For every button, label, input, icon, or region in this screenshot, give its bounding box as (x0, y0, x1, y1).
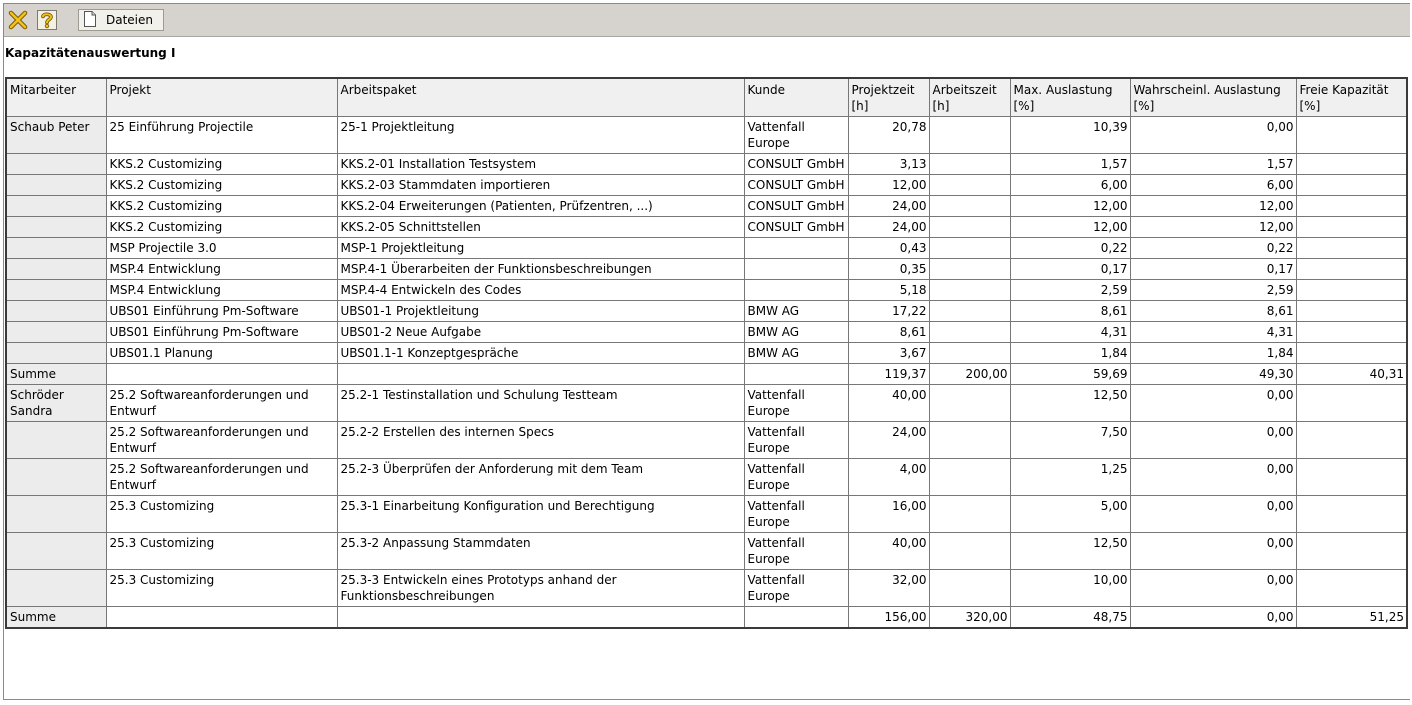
cell-arbeitszeit (929, 175, 1010, 196)
cell-arbeitspaket: 25.3-1 Einarbeitung Konfiguration und Berechtigung (337, 496, 744, 533)
cell-wahr: 0,22 (1130, 238, 1296, 259)
cell-wahr: 12,00 (1130, 196, 1296, 217)
cell-wahr: 4,31 (1130, 322, 1296, 343)
cell-kunde: BMW AG (744, 301, 848, 322)
cell-max: 12,50 (1010, 533, 1130, 570)
cell-wahr: 0,00 (1130, 607, 1296, 629)
cell-arbeitspaket (337, 607, 744, 629)
cell-mitarbeiter (6, 301, 106, 322)
cell-max: 2,59 (1010, 280, 1130, 301)
cell-arbeitszeit (929, 280, 1010, 301)
cell-max: 1,57 (1010, 154, 1130, 175)
cell-projekt: 25.2 Softwareanforderungen und Entwurf (106, 459, 337, 496)
cell-projektzeit: 0,35 (848, 259, 929, 280)
cell-projektzeit: 40,00 (848, 385, 929, 422)
column-header-unit: [h] (851, 99, 869, 113)
table-row (6, 322, 1407, 343)
cell-max: 1,84 (1010, 343, 1130, 364)
column-header-label: Projektzeit (851, 83, 915, 97)
cell-projekt: KKS.2 Customizing (106, 175, 337, 196)
cell-arbeitszeit (929, 343, 1010, 364)
table-row (6, 280, 1407, 301)
column-header (1296, 78, 1407, 117)
cell-frei (1296, 459, 1407, 496)
cell-wahr: 2,59 (1130, 280, 1296, 301)
column-header-label: Wahrscheinl. Auslastung (1133, 83, 1281, 97)
column-header (106, 78, 337, 117)
cell-max: 10,39 (1010, 117, 1130, 154)
cell-kunde: Vattenfall Europe (744, 117, 848, 154)
cell-arbeitspaket: KKS.2-03 Stammdaten importieren (337, 175, 744, 196)
column-header-unit: [%] (1133, 99, 1155, 113)
cell-projektzeit: 3,67 (848, 343, 929, 364)
cell-kunde (744, 259, 848, 280)
cell-wahr: 8,61 (1130, 301, 1296, 322)
cell-wahr: 0,00 (1130, 570, 1296, 607)
cell-frei (1296, 175, 1407, 196)
cell-arbeitspaket: UBS01-2 Neue Aufgabe (337, 322, 744, 343)
cell-frei (1296, 422, 1407, 459)
column-header-unit: [h] (932, 99, 950, 113)
files-button[interactable] (78, 9, 164, 31)
cell-projekt: KKS.2 Customizing (106, 217, 337, 238)
cell-projekt (106, 607, 337, 629)
cell-wahr: 0,00 (1130, 385, 1296, 422)
cell-mitarbeiter (6, 217, 106, 238)
cell-kunde: Vattenfall Europe (744, 533, 848, 570)
cell-mitarbeiter (6, 154, 106, 175)
cell-frei (1296, 322, 1407, 343)
cell-frei: 51,25 (1296, 607, 1407, 629)
cell-projektzeit: 8,61 (848, 322, 929, 343)
cell-mitarbeiter (6, 280, 106, 301)
column-header (6, 78, 106, 117)
cell-arbeitspaket: 25.2-1 Testinstallation und Schulung Testteam (337, 385, 744, 422)
cell-kunde: CONSULT GmbH (744, 154, 848, 175)
cell-mitarbeiter (6, 459, 106, 496)
cell-kunde: Vattenfall Europe (744, 459, 848, 496)
table-row (6, 154, 1407, 175)
cell-arbeitszeit (929, 117, 1010, 154)
cell-max: 6,00 (1010, 175, 1130, 196)
cell-kunde: BMW AG (744, 343, 848, 364)
summary-row (6, 364, 1407, 385)
cell-arbeitszeit (929, 459, 1010, 496)
cell-arbeitspaket: 25.3-3 Entwickeln eines Prototyps anhand der Funktionsbeschreibungen (337, 570, 744, 607)
cell-mitarbeiter (6, 322, 106, 343)
cell-arbeitszeit (929, 196, 1010, 217)
cell-wahr: 12,00 (1130, 217, 1296, 238)
cell-mitarbeiter (6, 238, 106, 259)
cell-arbeitspaket (337, 364, 744, 385)
table-row (6, 385, 1407, 422)
table-row (6, 238, 1407, 259)
cell-arbeitszeit (929, 570, 1010, 607)
cell-max: 12,00 (1010, 217, 1130, 238)
column-header-label: Projekt (109, 83, 151, 97)
table-row (6, 196, 1407, 217)
cell-kunde: Vattenfall Europe (744, 496, 848, 533)
cell-frei (1296, 238, 1407, 259)
column-header-unit: [%] (1299, 99, 1321, 113)
cell-max: 1,25 (1010, 459, 1130, 496)
table-row (6, 496, 1407, 533)
cell-projektzeit: 24,00 (848, 217, 929, 238)
cell-projekt (106, 364, 337, 385)
cell-projekt: KKS.2 Customizing (106, 196, 337, 217)
cell-frei (1296, 385, 1407, 422)
cell-projektzeit: 119,37 (848, 364, 929, 385)
cell-mitarbeiter: Schröder Sandra (6, 385, 106, 422)
cell-frei (1296, 570, 1407, 607)
cell-arbeitspaket: KKS.2-04 Erweiterungen (Patienten, Prüfzentren, ...) (337, 196, 744, 217)
table-row (6, 259, 1407, 280)
cell-frei (1296, 301, 1407, 322)
cell-projektzeit: 3,13 (848, 154, 929, 175)
cell-max: 59,69 (1010, 364, 1130, 385)
cell-mitarbeiter (6, 422, 106, 459)
cell-arbeitspaket: 25.2-3 Überprüfen der Anforderung mit dem Team (337, 459, 744, 496)
cell-wahr: 0,00 (1130, 533, 1296, 570)
help-question-icon[interactable] (37, 10, 57, 30)
cell-arbeitspaket: UBS01-1 Projektleitung (337, 301, 744, 322)
cell-projektzeit: 20,78 (848, 117, 929, 154)
cell-frei (1296, 217, 1407, 238)
cell-max: 12,50 (1010, 385, 1130, 422)
cell-arbeitszeit (929, 422, 1010, 459)
cell-kunde: BMW AG (744, 322, 848, 343)
cell-wahr: 0,00 (1130, 496, 1296, 533)
cell-mitarbeiter (6, 533, 106, 570)
cell-projektzeit: 156,00 (848, 607, 929, 629)
cell-arbeitspaket: KKS.2-05 Schnittstellen (337, 217, 744, 238)
cell-projekt: 25.2 Softwareanforderungen und Entwurf (106, 385, 337, 422)
table-row (6, 175, 1407, 196)
cell-mitarbeiter (6, 196, 106, 217)
table-row (6, 301, 1407, 322)
column-header-label: Max. Auslastung (1013, 83, 1113, 97)
cell-kunde (744, 280, 848, 301)
cell-projektzeit: 12,00 (848, 175, 929, 196)
column-header (744, 78, 848, 117)
cell-mitarbeiter: Schaub Peter (6, 117, 106, 154)
cell-frei (1296, 496, 1407, 533)
cell-max: 5,00 (1010, 496, 1130, 533)
cell-max: 0,17 (1010, 259, 1130, 280)
cell-projektzeit: 4,00 (848, 459, 929, 496)
cell-arbeitszeit (929, 259, 1010, 280)
cell-wahr: 49,30 (1130, 364, 1296, 385)
cell-mitarbeiter (6, 175, 106, 196)
cell-max: 4,31 (1010, 322, 1130, 343)
cell-mitarbeiter (6, 496, 106, 533)
cell-kunde (744, 607, 848, 629)
cell-arbeitszeit (929, 533, 1010, 570)
cell-mitarbeiter (6, 259, 106, 280)
document-icon (83, 11, 97, 30)
cell-kunde (744, 238, 848, 259)
column-header-label: Freie Kapazität (1299, 83, 1389, 97)
column-header (337, 78, 744, 117)
cell-frei (1296, 280, 1407, 301)
files-button-label: Dateien (106, 13, 154, 27)
cell-arbeitspaket: MSP.4-4 Entwickeln des Codes (337, 280, 744, 301)
cell-arbeitszeit (929, 385, 1010, 422)
cell-max: 0,22 (1010, 238, 1130, 259)
cell-arbeitszeit (929, 217, 1010, 238)
table-row (6, 533, 1407, 570)
cell-wahr: 6,00 (1130, 175, 1296, 196)
cell-kunde: Vattenfall Europe (744, 422, 848, 459)
cell-projektzeit: 16,00 (848, 496, 929, 533)
cell-arbeitspaket: KKS.2-01 Installation Testsystem (337, 154, 744, 175)
cell-projekt: 25.3 Customizing (106, 496, 337, 533)
cell-frei (1296, 154, 1407, 175)
cell-mitarbeiter: Summe (6, 607, 106, 629)
cell-arbeitspaket: 25.2-2 Erstellen des internen Specs (337, 422, 744, 459)
cell-projekt: UBS01.1 Planung (106, 343, 337, 364)
cell-kunde: CONSULT GmbH (744, 175, 848, 196)
table-header-row (6, 78, 1407, 117)
cell-max: 10,00 (1010, 570, 1130, 607)
cell-mitarbeiter (6, 570, 106, 607)
cell-arbeitszeit (929, 154, 1010, 175)
cell-arbeitszeit (929, 301, 1010, 322)
cell-wahr: 1,57 (1130, 154, 1296, 175)
cell-kunde: Vattenfall Europe (744, 385, 848, 422)
table-row (6, 117, 1407, 154)
column-header-label: Mitarbeiter (10, 83, 77, 97)
cell-frei (1296, 196, 1407, 217)
cell-arbeitszeit (929, 238, 1010, 259)
cell-max: 12,00 (1010, 196, 1130, 217)
table-row (6, 217, 1407, 238)
table-body (6, 117, 1407, 629)
cell-projektzeit: 40,00 (848, 533, 929, 570)
cell-arbeitszeit: 200,00 (929, 364, 1010, 385)
close-x-icon[interactable] (8, 10, 28, 30)
table-row (6, 459, 1407, 496)
cell-projektzeit: 24,00 (848, 422, 929, 459)
cell-projekt: KKS.2 Customizing (106, 154, 337, 175)
summary-row (6, 607, 1407, 629)
cell-projektzeit: 5,18 (848, 280, 929, 301)
cell-projekt: 25.2 Softwareanforderungen und Entwurf (106, 422, 337, 459)
cell-projekt: 25 Einführung Projectile (106, 117, 337, 154)
cell-kunde: CONSULT GmbH (744, 196, 848, 217)
cell-arbeitspaket: 25-1 Projektleitung (337, 117, 744, 154)
column-header (1010, 78, 1130, 117)
cell-projekt: UBS01 Einführung Pm-Software (106, 322, 337, 343)
cell-arbeitszeit: 320,00 (929, 607, 1010, 629)
table-row (6, 343, 1407, 364)
cell-arbeitspaket: MSP-1 Projektleitung (337, 238, 744, 259)
column-header (929, 78, 1010, 117)
cell-mitarbeiter: Summe (6, 364, 106, 385)
cell-max: 48,75 (1010, 607, 1130, 629)
column-header-label: Arbeitszeit (932, 83, 997, 97)
cell-projekt: 25.3 Customizing (106, 570, 337, 607)
cell-projekt: MSP.4 Entwicklung (106, 280, 337, 301)
cell-projekt: MSP.4 Entwicklung (106, 259, 337, 280)
cell-max: 7,50 (1010, 422, 1130, 459)
cell-max: 8,61 (1010, 301, 1130, 322)
cell-frei (1296, 117, 1407, 154)
column-header (848, 78, 929, 117)
cell-projekt: 25.3 Customizing (106, 533, 337, 570)
table-row (6, 422, 1407, 459)
cell-arbeitszeit (929, 496, 1010, 533)
cell-wahr: 0,17 (1130, 259, 1296, 280)
cell-frei (1296, 533, 1407, 570)
cell-kunde: Vattenfall Europe (744, 570, 848, 607)
page-title: Kapazitätenauswertung I (5, 46, 176, 60)
cell-arbeitspaket: MSP.4-1 Überarbeiten der Funktionsbeschreibungen (337, 259, 744, 280)
table-row (6, 570, 1407, 607)
cell-wahr: 0,00 (1130, 459, 1296, 496)
cell-projektzeit: 24,00 (848, 196, 929, 217)
cell-arbeitspaket: UBS01.1-1 Konzeptgespräche (337, 343, 744, 364)
cell-wahr: 0,00 (1130, 117, 1296, 154)
capacity-table (5, 77, 1408, 629)
cell-kunde (744, 364, 848, 385)
cell-wahr: 0,00 (1130, 422, 1296, 459)
cell-arbeitszeit (929, 322, 1010, 343)
column-header-unit: [%] (1013, 99, 1035, 113)
cell-projektzeit: 17,22 (848, 301, 929, 322)
toolbar (4, 4, 1410, 37)
cell-arbeitspaket: 25.3-2 Anpassung Stammdaten (337, 533, 744, 570)
cell-projektzeit: 0,43 (848, 238, 929, 259)
cell-frei (1296, 259, 1407, 280)
cell-projektzeit: 32,00 (848, 570, 929, 607)
cell-frei (1296, 343, 1407, 364)
cell-frei: 40,31 (1296, 364, 1407, 385)
cell-wahr: 1,84 (1130, 343, 1296, 364)
column-header (1130, 78, 1296, 117)
cell-mitarbeiter (6, 343, 106, 364)
cell-projekt: MSP Projectile 3.0 (106, 238, 337, 259)
cell-kunde: CONSULT GmbH (744, 217, 848, 238)
column-header-label: Kunde (747, 83, 785, 97)
cell-projekt: UBS01 Einführung Pm-Software (106, 301, 337, 322)
column-header-label: Arbeitspaket (340, 83, 417, 97)
